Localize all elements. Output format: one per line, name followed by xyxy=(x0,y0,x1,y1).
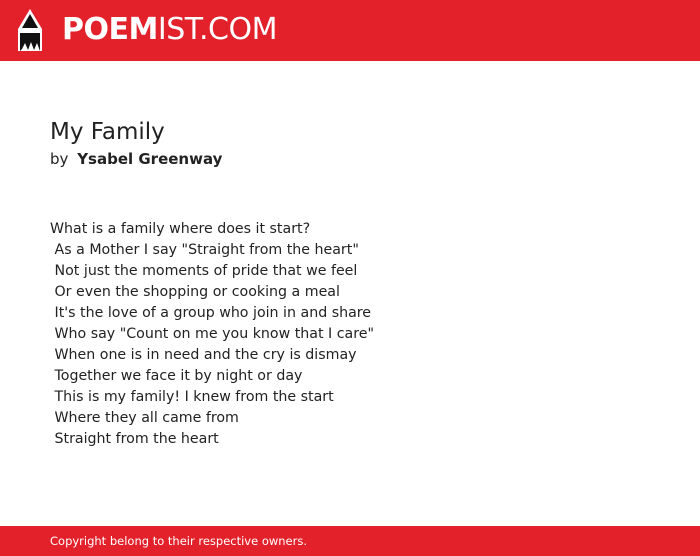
poem-line: Not just the moments of pride that we feel xyxy=(50,263,358,279)
poem-line: Straight from the heart xyxy=(50,431,219,447)
by-label: by xyxy=(50,150,69,168)
pencil-icon[interactable] xyxy=(18,9,42,51)
poem-line: Who say "Count on me you know that I care" xyxy=(50,326,374,342)
poem-line: This is my family! I knew from the start xyxy=(50,389,334,405)
poem-line: As a Mother I say "Straight from the heart" xyxy=(50,242,359,258)
author-name[interactable]: Ysabel Greenway xyxy=(77,150,223,168)
logo-light-text: IST.COM xyxy=(157,12,277,47)
site-header xyxy=(0,0,700,61)
poem-byline xyxy=(50,149,222,169)
site-footer xyxy=(0,526,700,556)
poem-line: What is a family where does it start? xyxy=(50,221,311,237)
poem-title: My Family xyxy=(50,119,165,145)
poem-line: Together we face it by night or day xyxy=(50,368,303,384)
poem-line: It's the love of a group who join in and share xyxy=(50,305,372,321)
logo-bold-text: POEM xyxy=(62,12,158,47)
poem-line: Where they all came from xyxy=(50,410,239,426)
copyright-text: Copyright belong to their respective owners. xyxy=(50,534,308,548)
poem-line: Or even the shopping or cooking a meal xyxy=(50,284,340,300)
poem-body xyxy=(50,219,650,450)
site-logo[interactable] xyxy=(62,12,277,48)
poem-line: When one is in need and the cry is dismay xyxy=(50,347,357,363)
